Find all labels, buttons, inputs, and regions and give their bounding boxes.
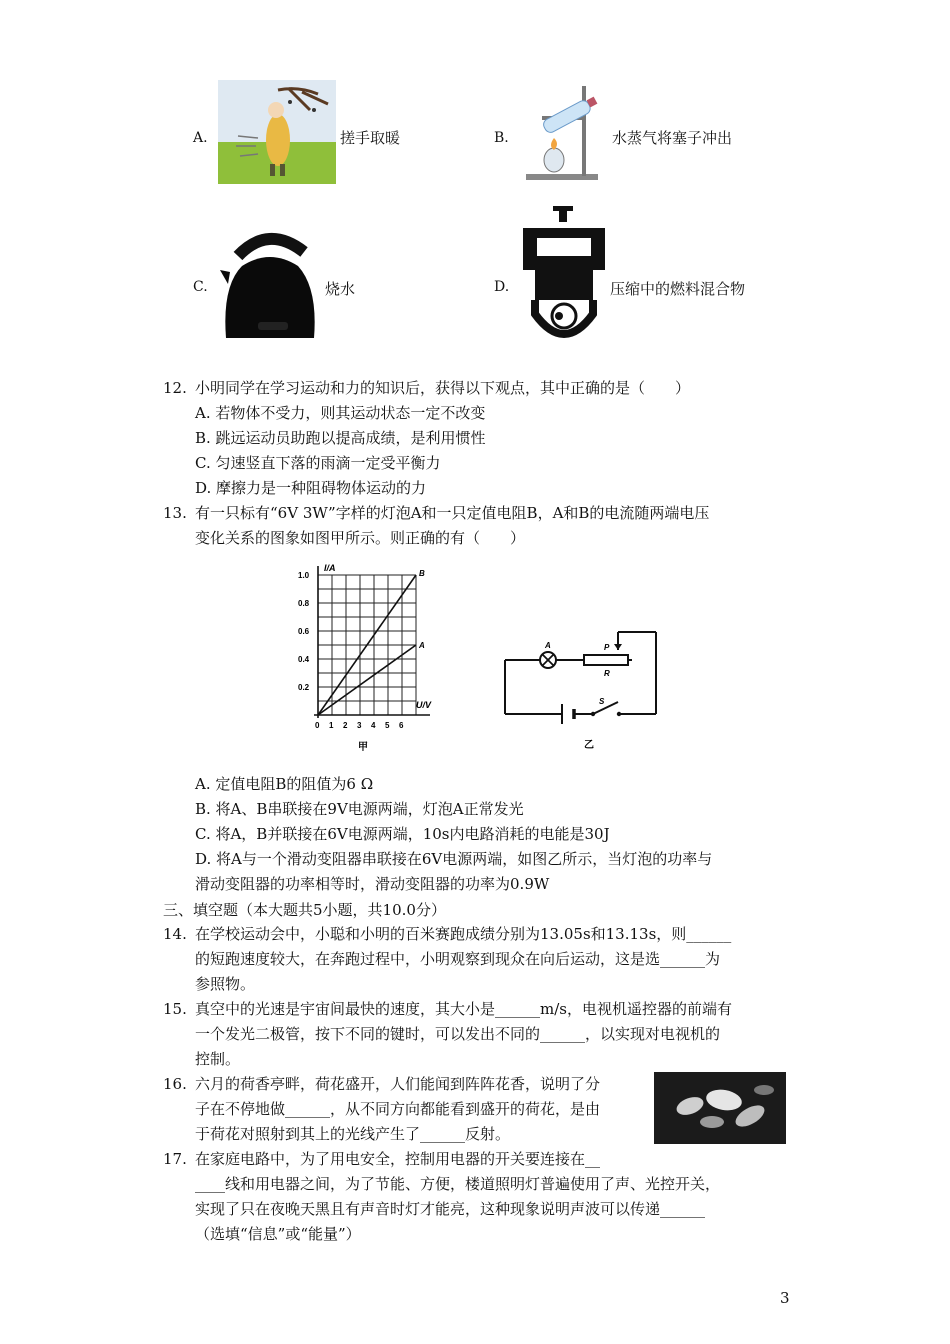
q12-number: 12. xyxy=(163,379,187,397)
y-tick: 0.4 xyxy=(298,655,310,664)
q13-option-c: C. 将A，B并联接在6V电源两端，10s内电路消耗的电能是30J xyxy=(195,825,610,843)
q14-text-1: 在学校运动会中，小聪和小明的百米赛跑成绩分别为13.05s和13.13s，则______ xyxy=(195,925,732,943)
q16-line2: 子在不停地做______，从不同方向都能看到盛开的荷花，是由 xyxy=(195,1100,601,1118)
q13-number: 13. xyxy=(163,504,187,522)
q12-option-b: B. 跳远运动员助跑以提高成绩，是利用惯性 xyxy=(195,429,486,447)
switch-label: S xyxy=(599,697,605,706)
q17-line3: 实现了只在夜晚天黑且有声音时灯才能亮，这种现象说明声波可以传递______ xyxy=(195,1200,706,1218)
q16-line1 xyxy=(163,1072,600,1097)
q15-line1 xyxy=(163,997,732,1022)
x-tick: 2 xyxy=(343,721,348,730)
iu-graph xyxy=(288,560,438,760)
page-number: 3 xyxy=(780,1289,790,1307)
lamp-label: A xyxy=(545,641,551,650)
q12-option-a: A. 若物体不受力，则其运动状态一定不改变 xyxy=(195,404,486,422)
q11-option-a-text: 搓手取暖 xyxy=(340,129,401,147)
lotus-photo xyxy=(654,1072,786,1144)
y-tick: 0.8 xyxy=(298,599,310,608)
q13-option-b: B. 将A、B串联接在9V电源两端，灯泡A正常发光 xyxy=(195,800,524,818)
q13-option-d-line2: 滑动变阻器的功率相等时，滑动变阻器的功率为0.9W xyxy=(195,875,550,893)
q13-stem-line2: 变化关系的图象如图甲所示。则正确的有（ ） xyxy=(195,529,526,547)
circuit-caption: 乙 xyxy=(584,740,594,751)
q15-line2: 一个发光二极管，按下不同的键时，可以发出不同的______，以实现对电视机的 xyxy=(195,1025,721,1043)
q14-line1 xyxy=(163,922,731,947)
q11-option-c-text: 烧水 xyxy=(325,280,356,298)
q14-line2: 的短跑速度较大，在奔跑过程中，小明观察到现众在向后运动，这是选______为 xyxy=(195,950,721,968)
q11-option-a-letter: A. xyxy=(193,130,208,146)
q17-line2: ____线和用电器之间，为了节能、方便，楼道照明灯普遍使用了声、光控开关， xyxy=(195,1175,721,1193)
q15-text-1: 真空中的光速是宇宙间最快的速度，其大小是______m/s，电视机遥控器的前端有 xyxy=(195,1000,732,1018)
q17-line4: （选填“信息”或“能量”） xyxy=(195,1225,361,1243)
kettle-picture xyxy=(218,226,322,344)
line-a-label: A xyxy=(419,641,425,650)
y-tick: 0.2 xyxy=(298,683,310,692)
slider-arrow xyxy=(614,644,622,650)
q13-option-d: D. 将A与一个滑动变阻器串联接在6V电源两端，如图乙所示，当灯泡的功率与 xyxy=(195,850,713,868)
y-axis-label: I/A xyxy=(324,563,336,573)
q11-option-b-text: 水蒸气将塞子冲出 xyxy=(612,129,733,147)
q17-number: 17. xyxy=(163,1150,187,1168)
q17-text-1: 在家庭电路中，为了用电安全，控制用电器的开关要连接在__ xyxy=(195,1150,601,1168)
y-tick: 0.6 xyxy=(298,627,310,636)
x-tick: 5 xyxy=(385,721,390,730)
x-tick: 0 xyxy=(315,721,320,730)
section-heading: 三、填空题（本大题共5小题，共10.0分） xyxy=(163,901,446,919)
q17-line1 xyxy=(163,1147,600,1172)
line-a xyxy=(318,645,416,715)
lamp-symbol xyxy=(540,652,556,668)
y-tick: 1.0 xyxy=(298,571,310,580)
x-tick: 4 xyxy=(371,721,376,730)
q11-option-d-letter: D. xyxy=(494,279,510,295)
battery-symbol xyxy=(562,704,574,724)
x-tick: 3 xyxy=(357,721,362,730)
q13-stem-line1: 有一只标有“6V 3W”字样的灯泡A和一只定值电阻B，A和B的电流随两端电压 xyxy=(195,504,710,522)
q12-option-c: C. 匀速竖直下落的雨滴一定受平衡力 xyxy=(195,454,441,472)
q11-option-b-letter: B. xyxy=(494,130,509,146)
q15-number: 15. xyxy=(163,1000,187,1018)
q12-stem-text: 小明同学在学习运动和力的知识后，获得以下观点，其中正确的是（ ） xyxy=(195,379,691,397)
rheostat-label: R xyxy=(604,669,610,678)
engine-cylinder-picture xyxy=(523,204,605,346)
q12-option-d: D. 摩擦力是一种阻碍物体运动的力 xyxy=(195,479,427,497)
rheostat-symbol xyxy=(584,655,628,665)
rubbing-hands-picture xyxy=(218,80,336,184)
slider-label: P xyxy=(604,643,610,652)
x-tick: 1 xyxy=(329,721,334,730)
x-tick: 6 xyxy=(399,721,404,730)
q14-line3: 参照物。 xyxy=(195,975,256,993)
q16-text-1: 六月的荷香亭畔，荷花盛开，人们能闻到阵阵花香，说明了分 xyxy=(195,1075,601,1093)
x-axis-label: U/V xyxy=(416,700,432,710)
graph-caption: 甲 xyxy=(358,742,368,753)
q12-stem xyxy=(163,376,690,401)
q11-option-d-text: 压缩中的燃料混合物 xyxy=(610,280,746,298)
test-tube-picture xyxy=(520,80,604,184)
circuit-diagram xyxy=(498,628,662,753)
q16-number: 16. xyxy=(163,1075,187,1093)
q11-option-c-letter: C. xyxy=(193,279,208,295)
q13-option-a: A. 定值电阻B的阻值为6 Ω xyxy=(195,775,374,793)
q15-line3: 控制。 xyxy=(195,1050,241,1068)
line-b-label: B xyxy=(419,569,425,578)
q16-line3: 于荷花对照射到其上的光线产生了______反射。 xyxy=(195,1125,511,1143)
q14-number: 14. xyxy=(163,925,187,943)
q13-stem xyxy=(163,501,709,526)
